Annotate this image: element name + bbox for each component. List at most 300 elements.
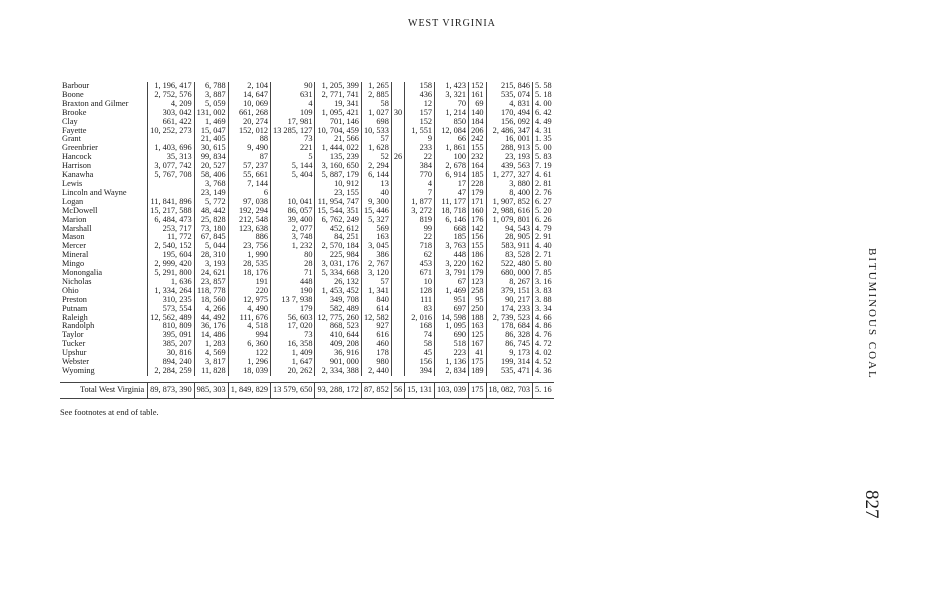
table-cell: 70 bbox=[435, 100, 469, 109]
table-cell: 770 bbox=[405, 171, 435, 180]
table-cell: 11, 841, 896 bbox=[148, 198, 194, 207]
table-cell: 12, 582 bbox=[361, 314, 391, 323]
table-cell: 190 bbox=[271, 287, 315, 296]
table-cell: 927 bbox=[361, 322, 391, 331]
table-cell bbox=[391, 242, 404, 251]
table-cell: 1, 551 bbox=[405, 127, 435, 136]
county-name: Harrison bbox=[62, 161, 92, 171]
table-cell: 17 bbox=[435, 180, 469, 189]
table-cell: 99, 834 bbox=[194, 153, 228, 162]
table-cell: 698 bbox=[361, 118, 391, 127]
table-cell: 73 bbox=[271, 135, 315, 144]
table-cell bbox=[391, 349, 404, 358]
table-cell bbox=[391, 260, 404, 269]
county-name: Raleigh bbox=[62, 312, 88, 322]
table-cell bbox=[391, 233, 404, 242]
county-name: Lincoln and Wayne bbox=[62, 187, 127, 197]
table-cell: 80 bbox=[271, 251, 315, 260]
table-cell: 3, 791 bbox=[435, 269, 469, 278]
table-cell: 131, 002 bbox=[194, 109, 228, 118]
table-cell: 4. 02 bbox=[533, 349, 554, 358]
county-name: Lewis bbox=[62, 178, 83, 188]
table-cell: 4. 61 bbox=[533, 171, 554, 180]
table-cell: 28, 905 bbox=[486, 233, 532, 242]
county-name: Taylor bbox=[62, 330, 84, 340]
table-cell: 40 bbox=[361, 189, 391, 198]
table-cell: 5. 18 bbox=[533, 91, 554, 100]
table-cell bbox=[391, 340, 404, 349]
table-cell: 1, 283 bbox=[194, 340, 228, 349]
table-cell: 160 bbox=[469, 207, 486, 216]
table-cell: 161 bbox=[469, 91, 486, 100]
table-cell: 994 bbox=[228, 331, 270, 340]
table-cell: 87 bbox=[228, 153, 270, 162]
table-cell: 7. 85 bbox=[533, 269, 554, 278]
table-cell: 3, 887 bbox=[194, 91, 228, 100]
table-cell: 5, 059 bbox=[194, 100, 228, 109]
table-cell: 15, 047 bbox=[194, 127, 228, 136]
table-cell: 90, 217 bbox=[486, 296, 532, 305]
table-cell: 452, 612 bbox=[315, 225, 361, 234]
table-cell: 583, 911 bbox=[486, 242, 532, 251]
table-cell: 118, 778 bbox=[194, 287, 228, 296]
table-cell: 701, 146 bbox=[315, 118, 361, 127]
table-cell: 157 bbox=[405, 109, 435, 118]
table-cell: 73, 180 bbox=[194, 225, 228, 234]
table-cell: 3. 83 bbox=[533, 287, 554, 296]
table-cell: 1, 877 bbox=[405, 198, 435, 207]
table-cell: 671 bbox=[405, 269, 435, 278]
table-cell bbox=[391, 287, 404, 296]
table-cell: 122 bbox=[228, 349, 270, 358]
table-cell: 2, 752, 576 bbox=[148, 91, 194, 100]
table-cell bbox=[391, 82, 404, 91]
table-cell: 310, 235 bbox=[148, 296, 194, 305]
table-cell: 74 bbox=[405, 331, 435, 340]
table-cell: 52 bbox=[361, 153, 391, 162]
table-cell: 18, 560 bbox=[194, 296, 228, 305]
table-cell: 58, 406 bbox=[194, 171, 228, 180]
table-cell: 4 bbox=[405, 180, 435, 189]
county-name: Mingo bbox=[62, 259, 85, 269]
table-cell: 36, 176 bbox=[194, 322, 228, 331]
table-cell: 56 bbox=[391, 382, 404, 398]
table-cell: 87, 852 bbox=[361, 382, 391, 398]
table-cell bbox=[391, 314, 404, 323]
table-cell: 67, 845 bbox=[194, 233, 228, 242]
table-cell: 3. 88 bbox=[533, 296, 554, 305]
table-cell: 12, 975 bbox=[228, 296, 270, 305]
table-cell: 5, 327 bbox=[361, 216, 391, 225]
table-cell: 36, 916 bbox=[315, 349, 361, 358]
table-cell: 3, 220 bbox=[435, 260, 469, 269]
table-cell: 6, 484, 473 bbox=[148, 216, 194, 225]
table-cell: 13 7, 938 bbox=[271, 296, 315, 305]
table-cell: 223 bbox=[435, 349, 469, 358]
table-cell: 6, 360 bbox=[228, 340, 270, 349]
table-cell: 409, 208 bbox=[315, 340, 361, 349]
coal-statistics-table bbox=[60, 82, 554, 399]
table-cell: 5, 144 bbox=[271, 162, 315, 171]
table-cell: 11, 177 bbox=[435, 198, 469, 207]
table-cell: 73 bbox=[271, 331, 315, 340]
table-cell: 5. 80 bbox=[533, 260, 554, 269]
table-cell: 13 bbox=[361, 180, 391, 189]
table-cell: 1, 341 bbox=[361, 287, 391, 296]
table-cell: 2, 678 bbox=[435, 162, 469, 171]
county-name: Monongalia bbox=[62, 268, 103, 278]
table-cell: 86, 057 bbox=[271, 207, 315, 216]
table-cell: 93, 288, 172 bbox=[315, 382, 361, 398]
table-cell: 28, 535 bbox=[228, 260, 270, 269]
table-cell: 631 bbox=[271, 91, 315, 100]
table-cell: 384 bbox=[405, 162, 435, 171]
table-cell: 25, 828 bbox=[194, 216, 228, 225]
table-cell: 386 bbox=[361, 251, 391, 260]
table-cell: 179 bbox=[271, 305, 315, 314]
table-cell: 10 bbox=[405, 278, 435, 287]
table-cell bbox=[391, 305, 404, 314]
table-cell: 99 bbox=[405, 225, 435, 234]
table-cell bbox=[391, 189, 404, 198]
side-title: BITUMINOUS COAL bbox=[866, 248, 878, 380]
table-cell: 4, 209 bbox=[148, 100, 194, 109]
table-cell: 45 bbox=[405, 349, 435, 358]
table-cell: 661, 268 bbox=[228, 109, 270, 118]
table-cell: 5, 404 bbox=[271, 171, 315, 180]
table-cell: 220 bbox=[228, 287, 270, 296]
county-name: Clay bbox=[62, 116, 78, 126]
county-name: Fayette bbox=[62, 125, 87, 135]
table-cell bbox=[391, 162, 404, 171]
table-cell: 4. 49 bbox=[533, 118, 554, 127]
table-cell: 4, 266 bbox=[194, 305, 228, 314]
table-cell: 1, 628 bbox=[361, 144, 391, 153]
table-cell: 7 bbox=[405, 189, 435, 198]
table-cell: 10, 912 bbox=[315, 180, 361, 189]
table-cell: 67 bbox=[435, 278, 469, 287]
table-cell: 3, 880 bbox=[486, 180, 532, 189]
table-cell: 1, 444, 022 bbox=[315, 144, 361, 153]
table-cell: 212, 548 bbox=[228, 216, 270, 225]
table-cell bbox=[391, 216, 404, 225]
table-cell: 89, 873, 390 bbox=[148, 382, 194, 398]
table-cell: 84, 251 bbox=[315, 233, 361, 242]
table-cell: 58 bbox=[361, 100, 391, 109]
table-cell: 158 bbox=[405, 82, 435, 91]
table-cell: 191 bbox=[228, 278, 270, 287]
table-cell: 178, 684 bbox=[486, 322, 532, 331]
table-cell: 164 bbox=[469, 162, 486, 171]
table-cell: 1, 095 bbox=[435, 322, 469, 331]
table-cell: 2. 71 bbox=[533, 251, 554, 260]
table-cell bbox=[391, 278, 404, 287]
table-cell: 2, 334, 388 bbox=[315, 367, 361, 376]
table-cell: 1, 636 bbox=[148, 278, 194, 287]
table-cell: 62 bbox=[405, 251, 435, 260]
table-cell: 4, 518 bbox=[228, 322, 270, 331]
table-cell: 242 bbox=[469, 135, 486, 144]
table-cell: 288, 913 bbox=[486, 144, 532, 153]
table-cell: 56, 603 bbox=[271, 314, 315, 323]
table-cell: 5, 044 bbox=[194, 242, 228, 251]
table-cell: 57 bbox=[361, 278, 391, 287]
table-cell: 5, 291, 800 bbox=[148, 269, 194, 278]
table-cell: 4. 31 bbox=[533, 127, 554, 136]
table-cell: 2, 767 bbox=[361, 260, 391, 269]
table-cell: 15, 446 bbox=[361, 207, 391, 216]
table-cell: 41 bbox=[469, 349, 486, 358]
table-cell: 195, 604 bbox=[148, 251, 194, 260]
table-cell: 3, 120 bbox=[361, 269, 391, 278]
table-cell: 174, 233 bbox=[486, 305, 532, 314]
table-cell: 810, 809 bbox=[148, 322, 194, 331]
footnote: See footnotes at end of table. bbox=[60, 407, 159, 417]
table-cell: 1. 35 bbox=[533, 135, 554, 144]
table-cell: 2, 570, 184 bbox=[315, 242, 361, 251]
table-cell: 4, 490 bbox=[228, 305, 270, 314]
county-name: Mineral bbox=[62, 250, 89, 260]
table-cell: 23, 193 bbox=[486, 153, 532, 162]
table-cell: 18, 718 bbox=[435, 207, 469, 216]
table-cell: 616 bbox=[361, 331, 391, 340]
table-cell: 206 bbox=[469, 127, 486, 136]
table-cell bbox=[391, 358, 404, 367]
table-cell: 395, 091 bbox=[148, 331, 194, 340]
table-cell: 30, 615 bbox=[194, 144, 228, 153]
table-cell: 6, 914 bbox=[435, 171, 469, 180]
table-cell: 5 bbox=[271, 153, 315, 162]
table-cell: 140 bbox=[469, 109, 486, 118]
table-cell: 1, 409 bbox=[271, 349, 315, 358]
table-cell: 11, 772 bbox=[148, 233, 194, 242]
table-cell bbox=[391, 171, 404, 180]
county-name: Mason bbox=[62, 232, 85, 242]
table-cell: 83 bbox=[405, 305, 435, 314]
table-cell: 394 bbox=[405, 367, 435, 376]
table-cell: 152, 012 bbox=[228, 127, 270, 136]
table-cell: 178 bbox=[361, 349, 391, 358]
table-cell: 185 bbox=[435, 233, 469, 242]
table-cell: 569 bbox=[361, 225, 391, 234]
table-cell: 4. 66 bbox=[533, 314, 554, 323]
table-cell: 18, 039 bbox=[228, 367, 270, 376]
table-cell: 215, 846 bbox=[486, 82, 532, 91]
table-cell: 5, 334, 668 bbox=[315, 269, 361, 278]
table-cell: 5. 00 bbox=[533, 144, 554, 153]
table-cell: 171 bbox=[469, 198, 486, 207]
table-cell: 253, 717 bbox=[148, 225, 194, 234]
table-cell bbox=[271, 180, 315, 189]
county-name: Boone bbox=[62, 89, 84, 99]
table-cell bbox=[391, 127, 404, 136]
table-cell: 8, 400 bbox=[486, 189, 532, 198]
table-cell: 1, 423 bbox=[435, 82, 469, 91]
table-cell: 83, 528 bbox=[486, 251, 532, 260]
county-name: Upshur bbox=[62, 348, 87, 358]
table-cell: 522, 480 bbox=[486, 260, 532, 269]
table-cell: 535, 074 bbox=[486, 91, 532, 100]
table-cell: 185 bbox=[469, 171, 486, 180]
table-cell: 28, 310 bbox=[194, 251, 228, 260]
table-cell: 1, 334, 264 bbox=[148, 287, 194, 296]
table-cell: 1, 849, 829 bbox=[228, 382, 270, 398]
table-cell: 24, 621 bbox=[194, 269, 228, 278]
table-cell: 26, 132 bbox=[315, 278, 361, 287]
table-cell: 4. 52 bbox=[533, 358, 554, 367]
table-cell: 97, 038 bbox=[228, 198, 270, 207]
county-name: Nicholas bbox=[62, 276, 92, 286]
table-cell: 162 bbox=[469, 260, 486, 269]
table-cell: 614 bbox=[361, 305, 391, 314]
table-cell: 1, 647 bbox=[271, 358, 315, 367]
table-cell: 168 bbox=[405, 322, 435, 331]
table-cell: 16, 358 bbox=[271, 340, 315, 349]
table-cell bbox=[391, 135, 404, 144]
table-cell: 109 bbox=[271, 109, 315, 118]
table-cell: 170, 494 bbox=[486, 109, 532, 118]
table-cell: 71 bbox=[271, 269, 315, 278]
table-cell: 8, 267 bbox=[486, 278, 532, 287]
table-cell: 2, 540, 152 bbox=[148, 242, 194, 251]
table-cell: 303, 042 bbox=[148, 109, 194, 118]
table-cell: 14, 647 bbox=[228, 91, 270, 100]
table-cell: 2, 104 bbox=[228, 82, 270, 91]
table-cell: 1, 403, 696 bbox=[148, 144, 194, 153]
table-cell: 868, 523 bbox=[315, 322, 361, 331]
table-cell bbox=[391, 91, 404, 100]
table-cell: 5, 767, 708 bbox=[148, 171, 194, 180]
table-cell: 23, 756 bbox=[228, 242, 270, 251]
table-cell bbox=[391, 118, 404, 127]
table-cell: 155 bbox=[469, 144, 486, 153]
table-cell: 453 bbox=[405, 260, 435, 269]
table-cell: 4. 00 bbox=[533, 100, 554, 109]
table-cell: 123, 638 bbox=[228, 225, 270, 234]
table-cell: 94, 543 bbox=[486, 225, 532, 234]
table-cell: 448 bbox=[435, 251, 469, 260]
table-cell: 228 bbox=[469, 180, 486, 189]
table-cell: 4. 86 bbox=[533, 322, 554, 331]
table-cell: 951 bbox=[435, 296, 469, 305]
table-cell: 5. 58 bbox=[533, 82, 554, 91]
table-cell: 2, 885 bbox=[361, 91, 391, 100]
table-cell: 3, 045 bbox=[361, 242, 391, 251]
table-cell: 850 bbox=[435, 118, 469, 127]
table-cell: 6, 762, 249 bbox=[315, 216, 361, 225]
table-cell: 1, 907, 852 bbox=[486, 198, 532, 207]
table-cell: 22 bbox=[405, 233, 435, 242]
table-cell: 26 bbox=[391, 153, 404, 162]
table-cell: 1, 079, 801 bbox=[486, 216, 532, 225]
county-name: Hancock bbox=[62, 152, 92, 162]
table-cell: 690 bbox=[435, 331, 469, 340]
table-cell: 18, 082, 703 bbox=[486, 382, 532, 398]
table-cell: 179 bbox=[469, 189, 486, 198]
table-cell: 58 bbox=[405, 340, 435, 349]
table-cell: 186 bbox=[469, 251, 486, 260]
table-cell: 20, 527 bbox=[194, 162, 228, 171]
table-cell: 2, 771, 741 bbox=[315, 91, 361, 100]
table-cell: 5, 772 bbox=[194, 198, 228, 207]
table-cell: 7, 144 bbox=[228, 180, 270, 189]
county-name: Grant bbox=[62, 134, 81, 144]
table-cell: 985, 303 bbox=[194, 382, 228, 398]
county-name: Putnam bbox=[62, 303, 88, 313]
county-name: Braxton and Gilmer bbox=[62, 98, 129, 108]
table-cell: 385, 207 bbox=[148, 340, 194, 349]
table-cell: 19, 341 bbox=[315, 100, 361, 109]
table-cell: 11, 828 bbox=[194, 367, 228, 376]
table-cell: 15, 544, 351 bbox=[315, 207, 361, 216]
table-cell bbox=[391, 251, 404, 260]
table-cell: 3, 272 bbox=[405, 207, 435, 216]
table-cell: 57 bbox=[361, 135, 391, 144]
table-cell: 518 bbox=[435, 340, 469, 349]
table-cell: 156, 092 bbox=[486, 118, 532, 127]
table-row bbox=[60, 367, 554, 376]
table-cell: 35, 313 bbox=[148, 153, 194, 162]
table-cell: 5. 83 bbox=[533, 153, 554, 162]
table-cell: 10, 704, 459 bbox=[315, 127, 361, 136]
table-cell: 2. 81 bbox=[533, 180, 554, 189]
table-cell: 1, 469 bbox=[194, 118, 228, 127]
table-cell: 10, 041 bbox=[271, 198, 315, 207]
table-cell: 12 bbox=[405, 100, 435, 109]
table-cell: 48, 442 bbox=[194, 207, 228, 216]
table-cell: 90 bbox=[271, 82, 315, 91]
table-cell: 886 bbox=[228, 233, 270, 242]
table-cell: 3, 817 bbox=[194, 358, 228, 367]
table-cell: 28 bbox=[271, 260, 315, 269]
table-cell: 17, 981 bbox=[271, 118, 315, 127]
table-cell: 9, 300 bbox=[361, 198, 391, 207]
table-cell: 2, 294 bbox=[361, 162, 391, 171]
table-cell: 123 bbox=[469, 278, 486, 287]
table-cell: 10, 069 bbox=[228, 100, 270, 109]
table-cell: 448 bbox=[271, 278, 315, 287]
table-cell: 179 bbox=[469, 269, 486, 278]
table-cell: 1, 990 bbox=[228, 251, 270, 260]
table-cell: 30, 816 bbox=[148, 349, 194, 358]
table-cell: 13 579, 650 bbox=[271, 382, 315, 398]
table-cell: 250 bbox=[469, 305, 486, 314]
table-cell bbox=[391, 207, 404, 216]
table-cell: 86, 328 bbox=[486, 331, 532, 340]
table-cell: 2. 91 bbox=[533, 233, 554, 242]
table-cell: 582, 489 bbox=[315, 305, 361, 314]
table-cell: 4. 76 bbox=[533, 331, 554, 340]
table-cell: 142 bbox=[469, 225, 486, 234]
table-cell: 4, 831 bbox=[486, 100, 532, 109]
table-cell: 23, 155 bbox=[315, 189, 361, 198]
table-cell: 2, 739, 523 bbox=[486, 314, 532, 323]
county-name: Mercer bbox=[62, 241, 86, 251]
table-cell: 3, 193 bbox=[194, 260, 228, 269]
table-cell: 4. 79 bbox=[533, 225, 554, 234]
county-name: Greenbrier bbox=[62, 143, 98, 153]
table-cell: 1, 453, 452 bbox=[315, 287, 361, 296]
table-cell: 436 bbox=[405, 91, 435, 100]
county-name: Wyoming bbox=[62, 366, 95, 375]
table-cell: 697 bbox=[435, 305, 469, 314]
table-cell: 349, 708 bbox=[315, 296, 361, 305]
table-cell: 3, 748 bbox=[271, 233, 315, 242]
table-cell: 12, 084 bbox=[435, 127, 469, 136]
table-cell: 163 bbox=[361, 233, 391, 242]
table-cell: 14, 598 bbox=[435, 314, 469, 323]
county-name: Preston bbox=[62, 294, 87, 304]
